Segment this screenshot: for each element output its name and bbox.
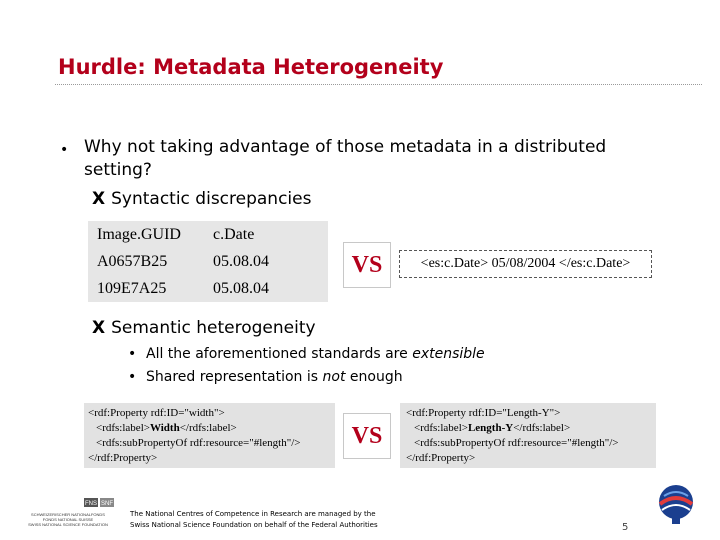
- vs-badge: VS: [343, 242, 391, 288]
- table-cell: 109E7A25: [97, 279, 167, 297]
- footer-note: The National Centres of Competence in Research are managed by the Swiss National Science Foundation on behalf of the Federal Authorities: [130, 510, 378, 529]
- table-row: [88, 275, 328, 302]
- svg-text:SCHWEIZERISCHER NATIONALFONDS: SCHWEIZERISCHER NATIONALFONDS: [31, 512, 105, 517]
- semantic-sub-bullets: [128, 343, 485, 389]
- xml-date-box: <es:c.Date> 05/08/2004 </es:c.Date>: [399, 250, 652, 278]
- list-item: • Shared representation is not enough: [128, 366, 485, 389]
- rdf-code-right: <rdf:Property rdf:ID="Length-Y"> <rdfs:label>Length-Y</rdfs:label> <rdfs:subPropertyOf rdf:resource="#length"/> </rdf:Property>: [400, 403, 656, 468]
- svg-text:FONDS NATIONAL SUISSE: FONDS NATIONAL SUISSE: [42, 517, 94, 522]
- svg-text:FNS: FNS: [85, 501, 97, 507]
- svg-text:SWISS NATIONAL SCIENCE FOUNDAT: SWISS NATIONAL SCIENCE FOUNDATION: [28, 522, 108, 527]
- nccr-globe-icon: [656, 482, 696, 526]
- metadata-table: [88, 221, 328, 302]
- main-bullet: Why not taking advantage of those metadata in a distributed setting?: [84, 137, 607, 180]
- table-cell: 05.08.04: [213, 279, 269, 297]
- syntactic-label: Syntactic discrepancies: [111, 189, 312, 209]
- table-cell: A0657B25: [97, 252, 168, 270]
- fns-snf-logo: [14, 496, 122, 530]
- list-item: • All the aforementioned standards are extensible: [128, 343, 485, 366]
- page-number: 5: [622, 522, 629, 533]
- vs-badge: VS: [343, 413, 391, 459]
- semantic-label: Semantic heterogeneity: [111, 318, 316, 338]
- rdf-code-left: <rdf:Property rdf:ID="width"> <rdfs:label>Width</rdfs:label> <rdfs:subPropertyOf rdf:resource="#length"/> </rdf:Property>: [84, 403, 335, 468]
- table-row: [88, 221, 328, 248]
- x-mark-icon: X: [92, 318, 106, 338]
- svg-text:SNF: SNF: [101, 501, 113, 507]
- table-cell: c.Date: [213, 225, 255, 243]
- syntactic-item: [92, 189, 311, 209]
- slide-title: Hurdle: Metadata Heterogeneity: [58, 55, 444, 79]
- table-cell: Image.GUID: [97, 225, 181, 243]
- bullet-dot-icon: •: [128, 346, 137, 362]
- semantic-item: [92, 318, 316, 338]
- x-mark-icon: X: [92, 189, 106, 209]
- bullet-dot-icon: •: [60, 142, 69, 158]
- title-divider: [55, 84, 702, 85]
- bullet-dot-icon: •: [128, 369, 137, 385]
- table-cell: 05.08.04: [213, 252, 269, 270]
- table-row: [88, 248, 328, 275]
